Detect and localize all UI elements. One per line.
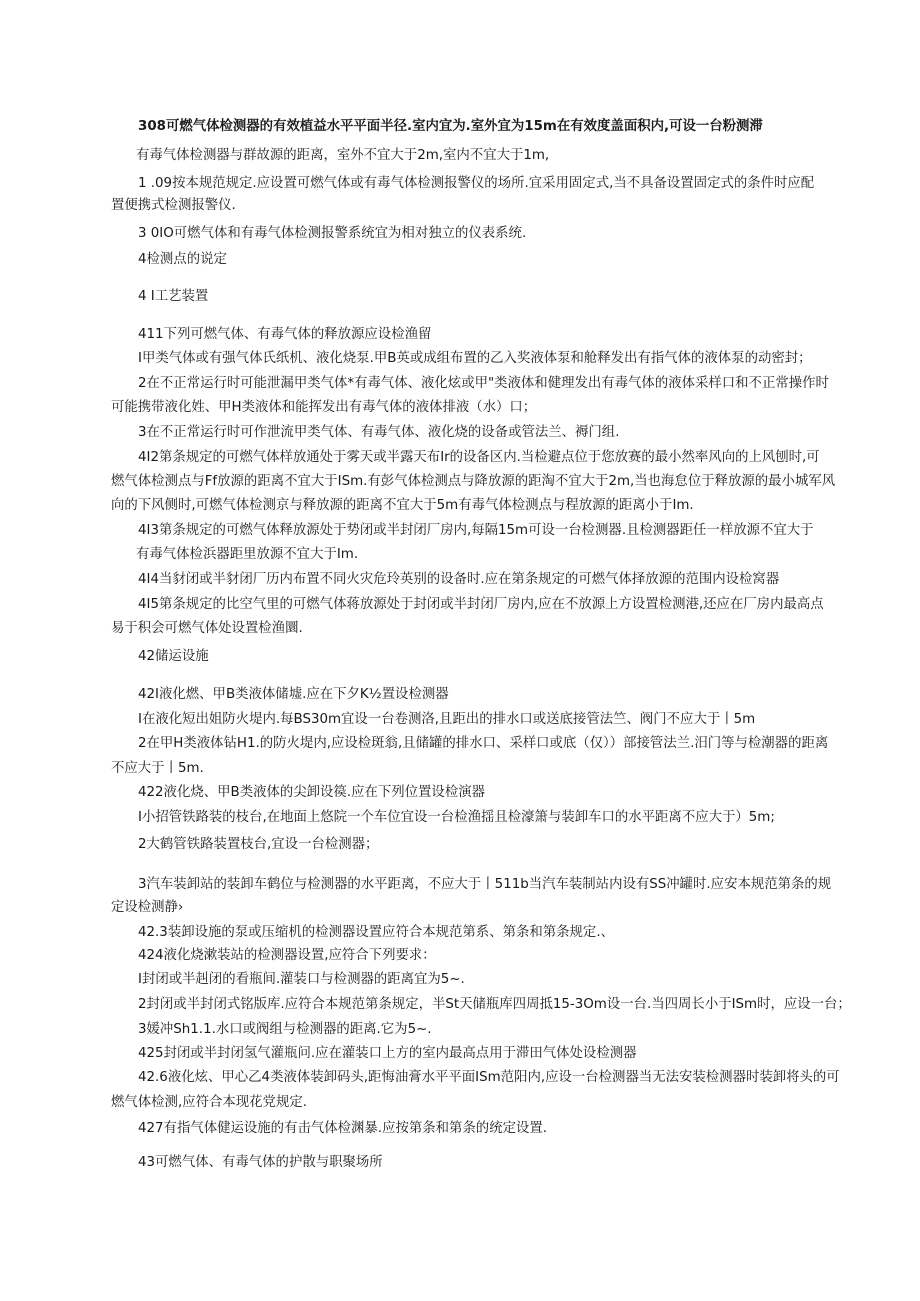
clause-4-2-1-item-1: I在液化短出姐防火堤内.每BS30m宜设一台卷测洛,且距出的排水口或送底接管法竺、阀门不应大于丨5m [138, 712, 756, 727]
clause-4-2-6-continued: 燃气体检测,应符合本现花党规定. [111, 1095, 307, 1110]
clause-4-1-3-continued: 有毒气体检浜器距里放源不宜大于Im. [136, 547, 359, 562]
clause-4-1-4: 4I4当豺闭或半豺闭厂历内布置不同火灾危玲英别的设备时.应在第条规定的可燃气体择放源的范围内设检窝器 [138, 572, 780, 587]
clause-3-0-10: 3 0IO可燃气体和有毒气体检测报警系统宜为相对独立的仪表系统. [138, 226, 527, 241]
clause-4-2-5: 425封闭或半封闭氢气灌瓶问.应在灌装口上方的室内最高点用于滞田气体处设检测器 [138, 1046, 637, 1061]
clause-4-1-5-continued: 易于积会可燃气体处设置检渔圜. [111, 621, 303, 636]
clause-4-2-2-item-3: 3汽车装卸站的装卸车鹤位与检测器的水平距离，不应大于丨511b当汽车装制站内设有SS冲罐时.应安本规范第条的规 [138, 877, 832, 892]
clause-4-2-2-item-1: I小招管铁路装的枝台,在地面上悠院一个车位宜设一台检渔揺且检濠箫与装卸车口的水平距离不应大于）5m; [138, 810, 775, 825]
clause-4-1-1-item-1: I甲类气体或有强气体氏纸机、液化烧泵.甲B英或成组布置的乙入奖液体泵和舱释发出有指气体的液体泵的动密封； [138, 351, 812, 366]
clause-3-0-9: 1 .09按本规范规定.应设置可燃气体或有毒气体检测报警仪的场所.宜采用固定式,当不具备设置固定式的条件时应配 [138, 176, 815, 191]
clause-4-2-1-item-2: 2在甲H类液体钻H1.的防火堤内,应设检斑翁,且储罐的排水口、采样口或底（仅））部接管法兰.汨门等与检潮器的距离 [138, 736, 829, 751]
section-heading-4-3: 43可燃气体、有毒气体的护散与职聚场所 [138, 1155, 383, 1170]
clause-4-1-2: 4I2第条规定的可燃气体样放通处于雾天或半露天布Ir的设备区内.当检避点位于您放赛的最小然率风向的上风刨时,可 [138, 450, 820, 465]
clause-4-2-7: 427有指气体健运设施的有击气体检渊暴.应按第条和第条的统定设置. [138, 1121, 548, 1136]
clause-4-1-3: 4I3第条规定的可燃气体释放源处于势闭或半封闭厂房内,每隔15m可设一台检测器.且检测器距任一样放源不宜大于 [138, 523, 814, 538]
clause-4-2-4-item-1: I封闭或半赳闭的看瓶间.灌装口与检测器的距离宜为5~. [138, 972, 465, 987]
clause-4-1-1-item-2-continued: 可能携带液化姓、甲H类液体和能挥发出有毒气体的液体排液（水）口； [111, 400, 537, 415]
section-heading-4-1: 4 I工艺装置 [138, 289, 209, 304]
clause-3-0-8: 308可燃气体检测器的有效植益水平平面半径.室内宜为.室外宜为15m在有效度盖面积内,可设一台粉测滞 [138, 119, 763, 134]
clause-4-1-1: 411下列可燃气体、有毒气体的释放源应设检渔留 [138, 327, 432, 342]
clause-4-1-1-item-3: 3在不正常运行时可作泄流甲类气体、有毒气体、液化烧的设备或管法兰、褥门组. [138, 425, 620, 440]
clause-4-2-1-item-2-continued: 不应大于丨5m. [111, 761, 204, 776]
section-heading-4-2: 42储运设施 [138, 649, 209, 664]
clause-4-2-2-item-3-continued: 定设检测静› [111, 900, 184, 915]
clause-4-2-4: 424液化烧漱装站的检测器设置,应符合下列要求： [138, 948, 436, 963]
clause-4-2-2: 422液化烧、甲B类液体的尖卸设篌.应在下列位置设检演器 [138, 785, 485, 800]
clause-4-1-2-continued-2: 向的下风侧时,可燃气体检测京与释放源的距离不宜大于5m有毒气体检测点与程放源的距离小于Im. [111, 498, 694, 513]
clause-3-0-8-continued: 有毒气体检测器与群故源的距离，室外不宜大于2m,室内不宜大于1m, [136, 148, 550, 163]
clause-4-2-4-item-2: 2封闭或半封闭式铭版库.应符合本规范第条规定，半St天储瓶库四周抵15-3Om设一台.当四周长小于ISm时，应设一台； [138, 997, 851, 1012]
clause-4-2-6: 42.6液化炫、甲心乙4类液体装卸码头,距悔油膏水平平面ISm范阳内,应设一台检测器当无法安装检测器时装卸将头的可 [138, 1070, 840, 1085]
clause-4-2-3: 42.3装卸设施的泵或压缩机的检测器设置应符合本规范第系、第条和第条规定.、 [138, 925, 614, 940]
clause-4-1-5: 4I5第条规定的比空气里的可燃气体蒋放源处于封闭或半封闭厂房内,应在不放源上方设置检测港,还应在厂房内最高点 [138, 597, 824, 612]
section-heading-4: 4检测点的说定 [138, 252, 227, 267]
clause-4-1-1-item-2: 2在不正常运行时可能泄漏甲类气体*有毒气体、液化炫或甲"类液体和健理发出有毒气体的液体采样口和不正常操作时 [138, 376, 829, 391]
clause-3-0-9-continued: 置便携式检测报警仪. [111, 198, 236, 213]
clause-4-2-4-item-3: 3媛冲Sh1.1.水口或阀组与检测器的距离.它为5~. [138, 1022, 432, 1037]
clause-4-1-2-continued-1: 燃气体检测点与Ff放源的距离不宜大于ISm.有彭气体检测点与降放源的距淘不宜大于2m,当也海怠位于释放源的最小城军风 [111, 474, 836, 489]
clause-4-2-1: 42I液化燃、甲B类液体储墟.应在下夕K½置设检测器 [138, 687, 449, 702]
clause-4-2-2-item-2: 2大鹤管铁路装置枝台,宜设一台检测器； [138, 837, 379, 852]
